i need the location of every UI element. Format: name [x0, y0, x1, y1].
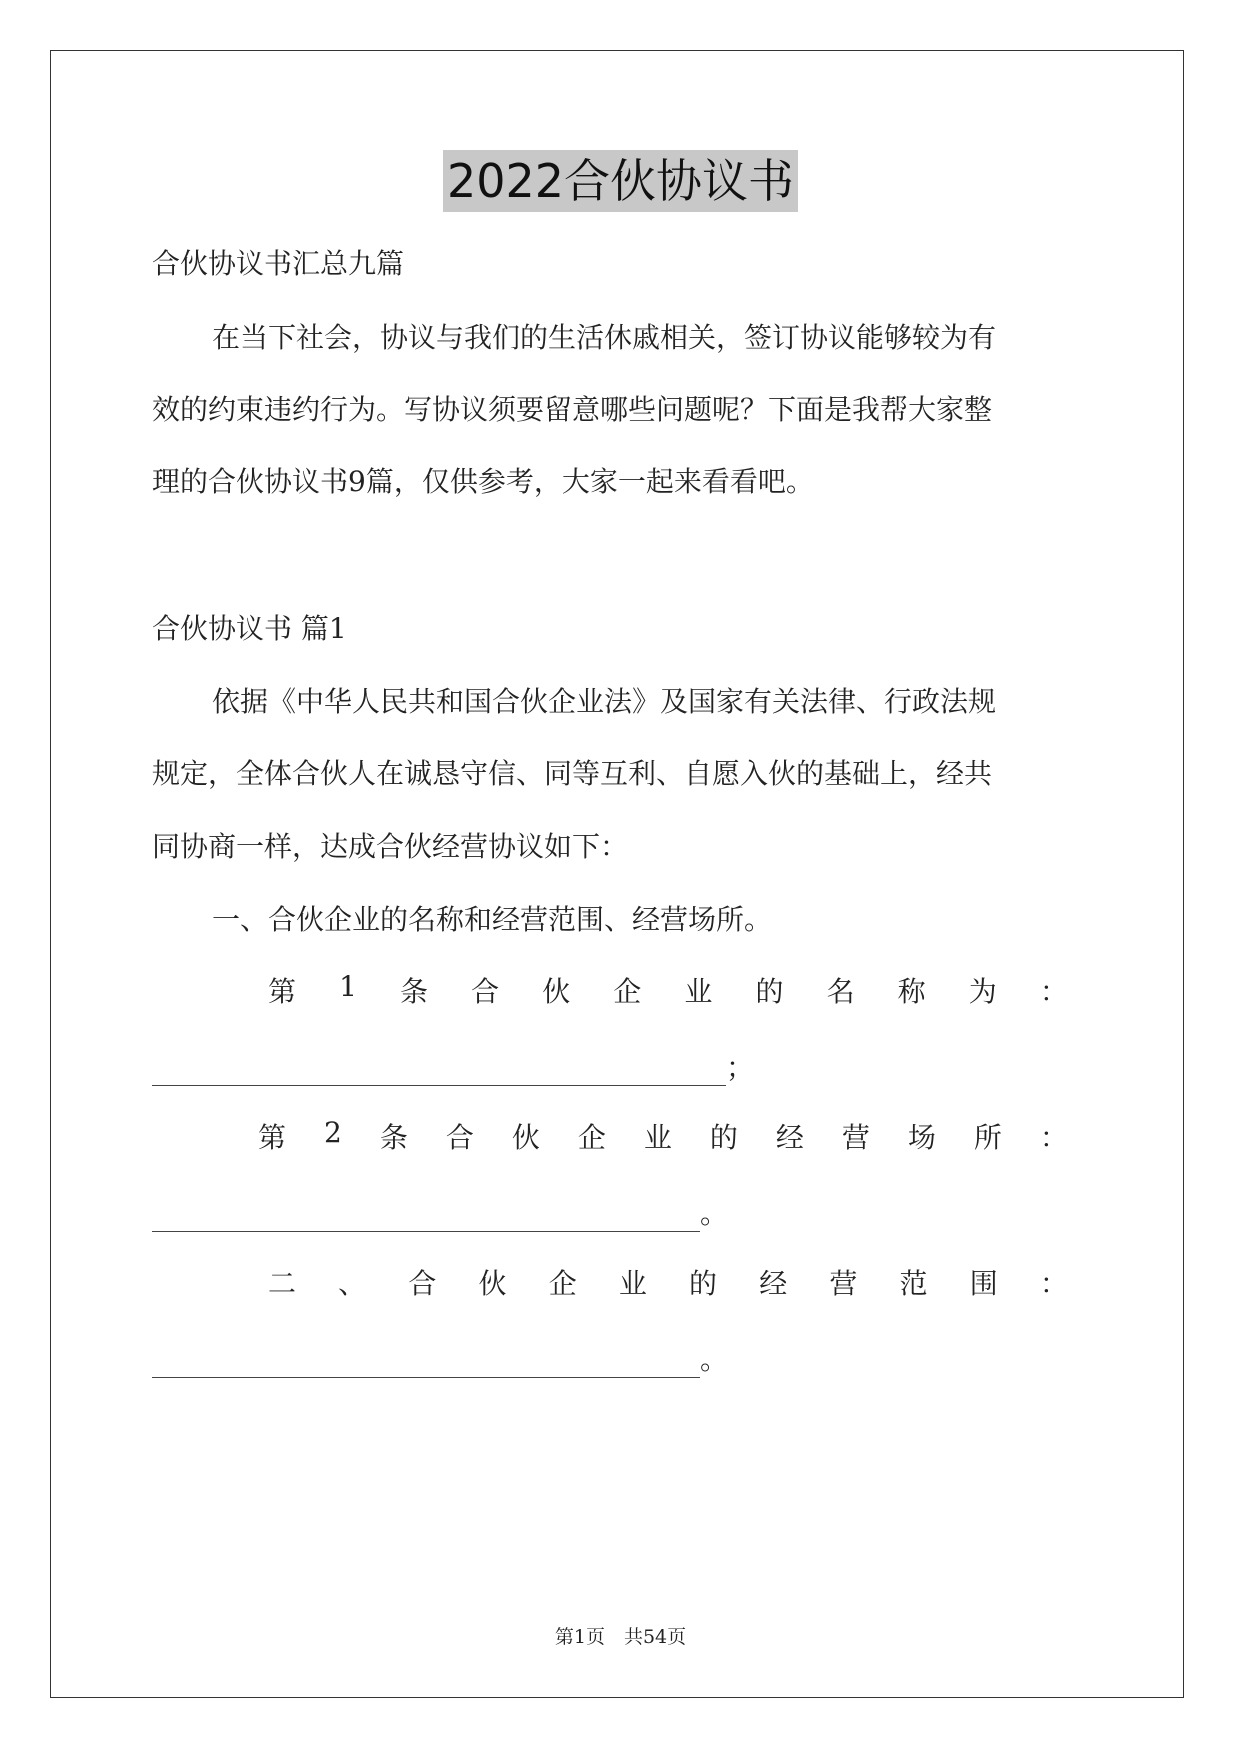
section-char: 的 — [689, 1267, 718, 1300]
section-char: 营 — [829, 1267, 858, 1300]
section-char: ： — [1039, 1267, 1068, 1300]
document-subtitle: 合伙协议书汇总九篇 — [152, 247, 405, 280]
section-char: 企 — [548, 1267, 577, 1300]
para1-line-1: 依据《中华人民共和国合伙企业法》及国家有关法律、行政法规 — [212, 685, 997, 718]
article-char: 企 — [577, 1121, 606, 1154]
article-1-line — [268, 970, 1068, 1010]
punctuation: ； — [726, 1051, 755, 1084]
article-char: 伙 — [511, 1121, 540, 1154]
article-char: 条 — [400, 975, 429, 1008]
intro-line-3: 理的合伙协议书9篇，仅供参考，大家一起来看看吧。 — [152, 465, 814, 498]
section-char: 围 — [969, 1267, 998, 1300]
fill-in-blank[interactable] — [152, 1205, 700, 1232]
article-char: 合 — [445, 1121, 474, 1154]
article-char: 场 — [907, 1121, 936, 1154]
title-container — [0, 150, 1241, 212]
article-char: 第 — [268, 975, 297, 1008]
article-char: 名 — [826, 975, 855, 1008]
fill-in-blank[interactable] — [152, 1059, 726, 1086]
article-char: ： — [1039, 975, 1068, 1008]
article-char: 2 — [324, 1116, 342, 1149]
punctuation: 。 — [700, 1343, 729, 1376]
section-2-line — [268, 1262, 1068, 1302]
article-char: 1 — [339, 970, 357, 1003]
article-char: 为 — [968, 975, 997, 1008]
article-1-blank-row — [152, 1046, 754, 1086]
section-char: 、 — [338, 1267, 367, 1300]
document-title: 2022合伙协议书 — [443, 150, 798, 212]
punctuation: 。 — [700, 1197, 729, 1230]
article-char: 的 — [755, 975, 784, 1008]
section-char: 经 — [759, 1267, 788, 1300]
article-char: ： — [1039, 1121, 1068, 1154]
section-char: 二 — [268, 1267, 297, 1300]
article-char: 经 — [775, 1121, 804, 1154]
section-char: 伙 — [478, 1267, 507, 1300]
article-char: 企 — [613, 975, 642, 1008]
article-char: 营 — [841, 1121, 870, 1154]
article-char: 伙 — [542, 975, 571, 1008]
article-char: 条 — [379, 1121, 408, 1154]
section-char: 范 — [899, 1267, 928, 1300]
section-char: 合 — [408, 1267, 437, 1300]
page-footer: 第1页 共54页 — [554, 1626, 687, 1648]
article-2-blank-row — [152, 1192, 728, 1232]
para1-line-2: 规定，全体合伙人在诚恳守信、同等互利、自愿入伙的基础上，经共 — [152, 757, 993, 790]
intro-line-2: 效的约束违约行为。写协议须要留意哪些问题呢？下面是我帮大家整 — [152, 393, 993, 426]
article-char: 合 — [471, 975, 500, 1008]
section-char: 业 — [618, 1267, 647, 1300]
section-2-blank-row — [152, 1338, 728, 1378]
article-char: 的 — [709, 1121, 738, 1154]
clause-heading: 一、合伙企业的名称和经营范围、经营场所。 — [212, 903, 773, 936]
intro-line-1: 在当下社会，协议与我们的生活休戚相关，签订协议能够较为有 — [212, 321, 997, 354]
article-char: 业 — [643, 1121, 672, 1154]
article-char: 称 — [897, 975, 926, 1008]
article-char: 第 — [258, 1121, 287, 1154]
para1-line-3: 同协商一样，达成合伙经营协议如下： — [152, 830, 629, 863]
section-heading: 合伙协议书 篇1 — [152, 612, 347, 645]
article-char: 所 — [973, 1121, 1002, 1154]
article-char: 业 — [684, 975, 713, 1008]
fill-in-blank[interactable] — [152, 1351, 700, 1378]
page-border — [50, 50, 1184, 1698]
article-2-line — [258, 1116, 1068, 1156]
